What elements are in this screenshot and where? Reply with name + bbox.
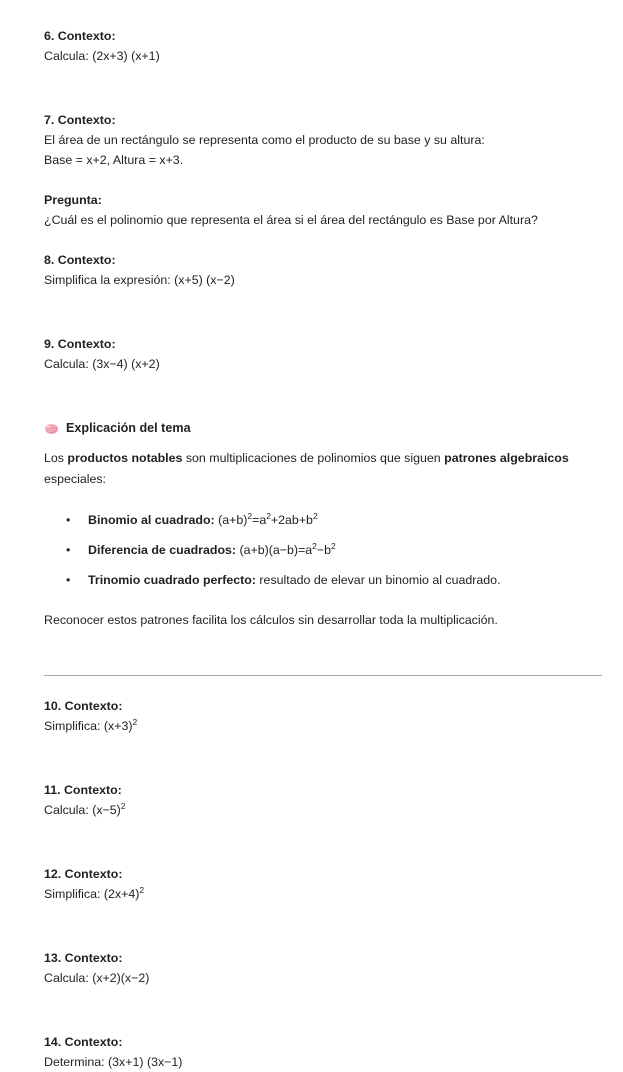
exercise-10-heading: 10. Contexto: — [44, 699, 123, 713]
intro-part-2: son multiplicaciones de polinomios que siguen — [182, 451, 445, 465]
exercise-9-heading: 9. Contexto: — [44, 337, 116, 351]
exercise-14 — [44, 1032, 602, 1072]
exercise-6-body: Calcula: (2x+3) (x+1) — [44, 49, 160, 63]
exercise-12-body-sup: 2 — [139, 884, 145, 895]
bullet-1-sup-3: 2 — [312, 510, 318, 521]
spacer — [44, 676, 602, 696]
exercise-13-body: Calcula: (x+2)(x−2) — [44, 971, 150, 985]
exercise-8-body: Simplifica la expresión: (x+5) (x−2) — [44, 273, 235, 287]
exercise-7-heading: 7. Contexto: — [44, 113, 116, 127]
bullet-1-mid-1: =a — [252, 513, 267, 527]
exercise-14-body: Determina: (3x+1) (3x−1) — [44, 1055, 183, 1069]
bullet-2-mid-1: −b — [316, 543, 331, 557]
spacer — [44, 988, 602, 1032]
spacer — [44, 374, 602, 418]
exercise-11-body — [44, 800, 602, 820]
exercise-7-body-line2: Base = x+2, Altura = x+3. — [44, 153, 184, 167]
spacer — [44, 490, 602, 510]
intro-bold-1: productos notables — [67, 451, 183, 465]
bullet-2-sup-2: 2 — [331, 540, 336, 551]
bullet-1-formula-pre: (a+b) — [214, 513, 248, 527]
explanation-title-row — [44, 418, 602, 438]
exercise-7-question-body: ¿Cuál es el polinomio que representa el área si el área del rectángulo es Base por Altura? — [44, 213, 538, 227]
exercise-7 — [44, 110, 602, 230]
exercise-13-heading: 13. Contexto: — [44, 951, 123, 965]
explanation-intro — [44, 448, 602, 490]
intro-part-3: especiales: — [44, 472, 106, 486]
exercise-14-heading: 14. Contexto: — [44, 1035, 123, 1049]
bullet-3-formula-pre: resultado de elevar un binomio al cuadrado. — [255, 573, 501, 587]
exercise-10-body — [44, 716, 602, 736]
exercise-10 — [44, 696, 602, 736]
exercise-10-body-sup: 2 — [132, 716, 138, 727]
spacer — [44, 170, 602, 190]
bullet-2-sup-1: 2 — [312, 540, 317, 551]
exercise-11-body-sup: 2 — [120, 800, 126, 811]
bullet-1-sup-1: 2 — [247, 510, 253, 521]
spacer — [44, 230, 602, 250]
exercise-9-body: Calcula: (3x−4) (x+2) — [44, 357, 160, 371]
spacer — [44, 438, 602, 448]
bullet-2-formula-pre: (a+b)(a−b)=a — [236, 543, 313, 557]
spacer — [44, 590, 602, 610]
bullet-1-sup-2: 2 — [266, 510, 271, 521]
exercise-11 — [44, 780, 602, 820]
exercise-8 — [44, 250, 602, 290]
exercise-7-question-heading: Pregunta: — [44, 193, 102, 207]
exercise-12 — [44, 864, 602, 904]
explanation-section — [44, 418, 602, 631]
exercise-7-body-line1: El área de un rectángulo se representa como el producto de su base y su altura: — [44, 133, 485, 147]
exercise-11-body-pre: Calcula: (x−5) — [44, 803, 121, 817]
intro-bold-2: patrones algebraicos — [444, 451, 569, 465]
exercise-12-body — [44, 884, 602, 904]
exercise-9 — [44, 334, 602, 374]
spacer — [44, 66, 602, 110]
exercise-6 — [44, 26, 602, 66]
exercise-11-heading: 11. Contexto: — [44, 783, 122, 797]
exercise-12-body-pre: Simplifica: (2x+4) — [44, 887, 140, 901]
exercise-12-heading: 12. Contexto: — [44, 867, 123, 881]
exercise-13 — [44, 948, 602, 988]
list-item — [44, 510, 602, 530]
explanation-closing: Reconocer estos patrones facilita los cálculos sin desarrollar toda la multiplicación. — [44, 613, 498, 627]
intro-part-1: Los — [44, 451, 68, 465]
explanation-title-text: Explicación del tema — [66, 421, 191, 435]
spacer — [44, 820, 602, 864]
bullet-2-label: Diferencia de cuadrados: — [88, 543, 237, 557]
brain-icon — [44, 421, 59, 436]
spacer — [44, 736, 602, 780]
spacer — [44, 290, 602, 334]
exercise-6-heading: 6. Contexto: — [44, 29, 116, 43]
spacer — [44, 631, 602, 675]
exercise-8-heading: 8. Contexto: — [44, 253, 116, 267]
spacer — [44, 904, 602, 948]
bullet-1-label: Binomio al cuadrado: — [88, 513, 215, 527]
bullet-3-label: Trinomio cuadrado perfecto: — [88, 573, 256, 587]
exercise-10-body-pre: Simplifica: (x+3) — [44, 719, 133, 733]
list-item — [44, 540, 602, 560]
patterns-list — [44, 510, 602, 590]
bullet-1-mid-2: +2ab+b — [270, 513, 313, 527]
list-item — [44, 570, 602, 590]
